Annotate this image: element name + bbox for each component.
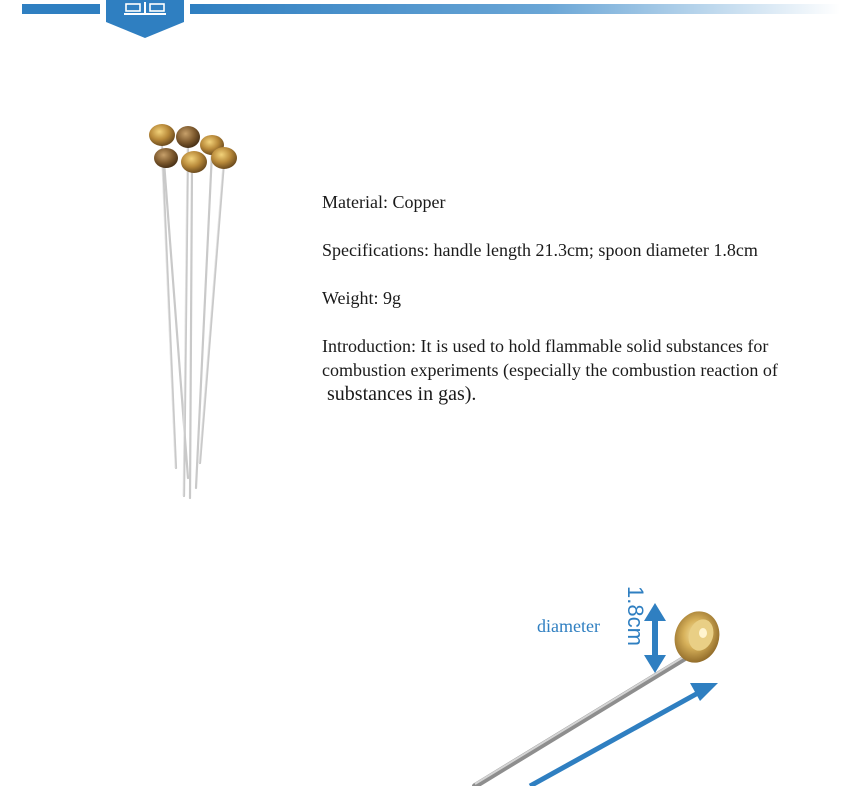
- diameter-measurement-text: 1.8cm: [623, 586, 648, 646]
- header-line-left: [22, 4, 100, 14]
- diameter-label: diameter: [537, 616, 600, 636]
- product-specs: [322, 190, 842, 430]
- spoon-head-closeup-photo: [460, 575, 850, 786]
- diameter-measurement: [612, 586, 652, 670]
- spec-dimensions: Specifications: handle length 21.3cm; spoon diameter 1.8cm: [322, 240, 758, 260]
- spec-material: Material: Copper: [322, 192, 446, 212]
- header-line-right: [190, 4, 840, 14]
- combustion-spoons-photo: [140, 118, 250, 503]
- balance-scale-icon: [102, 0, 188, 40]
- header-band: [0, 0, 850, 40]
- spec-weight: Weight: 9g: [322, 288, 402, 308]
- spec-introduction: [322, 334, 842, 406]
- spec-introduction-end: substances in gas).: [327, 383, 477, 405]
- spec-introduction-main: Introduction: It is used to hold flammable solid substances for combustion experiments (especially the combustion reaction of: [322, 336, 778, 380]
